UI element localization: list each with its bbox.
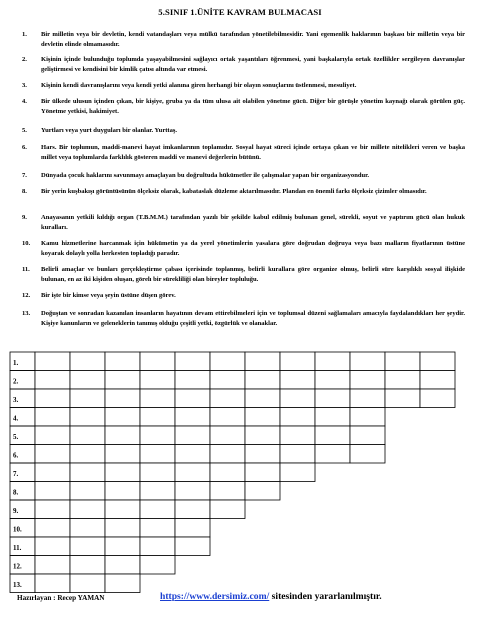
row-label: 8. bbox=[13, 488, 19, 497]
clue-text: Doğuştan ve sonradan kazanılan insanların hayatının devam ettirebilmeleri için ve toplumsal düzeni sağlamaları amacıyla faydalandıkları her şeydir. Kişiye kanunların ve geleneklerin tanımış olduğu çeşitli yetki, özgürlük ve olanaklar. bbox=[41, 310, 465, 327]
answer-cell[interactable] bbox=[350, 352, 385, 371]
answer-cell[interactable] bbox=[70, 408, 105, 427]
answer-cell[interactable] bbox=[70, 426, 105, 445]
row-label: 12. bbox=[13, 562, 22, 571]
clue-text: Dünyada çocuk haklarını savunmayı amaçlayan bu doğrultuda hükümetler ile çalışmalar yapan bir organizasyondur. bbox=[41, 172, 370, 179]
answer-cell[interactable] bbox=[35, 574, 70, 593]
answer-cell[interactable] bbox=[70, 463, 105, 482]
row-label: 11. bbox=[13, 544, 22, 552]
answer-cell[interactable] bbox=[70, 537, 105, 556]
clue-text: Bir yerin kuşbakışı görüntüsünün ölçeksiz olarak, kabataslak düzleme aktarılmasıdır. Plandan en önemli farkı ölçeksiz çizimler olmasıdır. bbox=[41, 188, 427, 195]
clue-number: 2. bbox=[22, 56, 27, 63]
answer-cell[interactable] bbox=[350, 426, 385, 445]
answer-cell[interactable] bbox=[140, 463, 175, 482]
author-credit: Hazırlayan : Recep YAMAN bbox=[17, 594, 105, 602]
answer-cell[interactable] bbox=[175, 426, 210, 445]
answer-cell[interactable] bbox=[315, 408, 350, 427]
answer-cell[interactable] bbox=[105, 574, 140, 593]
answer-cell[interactable] bbox=[210, 482, 245, 501]
clue-text: Hars. Bir toplumun, maddi-manevi hayat imkanlarının toplamıdır. Sosyal hayat süreci içinde ortaya çıkan ve bir millete nitelikleri veren ve başka millet veya toplumlarda farklılık gösteren maddi ve manevi değerlerin bütünü. bbox=[41, 144, 465, 161]
answer-cell[interactable] bbox=[280, 352, 315, 371]
answer-cell[interactable] bbox=[140, 500, 175, 519]
answer-cell[interactable] bbox=[140, 482, 175, 501]
clue-text: Kişinin kendi davranışlarını veya kendi yetki alanına giren herhangi bir olayın sonuçlarını üstlenmesi, mesuliyet. bbox=[41, 82, 357, 89]
answer-cell[interactable] bbox=[385, 352, 420, 371]
answer-cell[interactable] bbox=[105, 426, 140, 445]
row-label: 4. bbox=[13, 414, 19, 423]
clue-text: Bir milletin veya bir devletin, kendi vatandaşları veya mülkü tarafından yönetilebilmesidir. Yani egemenlik haklarının başkası bir milletin veya bir devletin elinde olmamasıdır. bbox=[41, 31, 465, 48]
answer-cell[interactable] bbox=[35, 445, 70, 464]
answer-cell[interactable] bbox=[105, 556, 140, 575]
answer-cell[interactable] bbox=[35, 352, 70, 371]
answer-cell[interactable] bbox=[175, 445, 210, 464]
answer-cell[interactable] bbox=[35, 371, 70, 390]
answer-cell[interactable] bbox=[280, 408, 315, 427]
row-label: 3. bbox=[13, 396, 19, 404]
answer-cell[interactable] bbox=[210, 352, 245, 371]
answer-cell[interactable] bbox=[35, 426, 70, 445]
answer-cell[interactable] bbox=[140, 519, 175, 538]
answer-cell[interactable] bbox=[105, 482, 140, 501]
answer-cell[interactable] bbox=[245, 408, 280, 427]
answer-cell[interactable] bbox=[140, 426, 175, 445]
answer-cell[interactable] bbox=[175, 482, 210, 501]
answer-cell[interactable] bbox=[175, 371, 210, 390]
answer-cell[interactable] bbox=[35, 500, 70, 519]
answer-cell[interactable] bbox=[175, 352, 210, 371]
answer-cell[interactable] bbox=[35, 463, 70, 482]
answer-cell[interactable] bbox=[140, 371, 175, 390]
answer-cell[interactable] bbox=[245, 463, 280, 482]
clue-number: 8. bbox=[22, 188, 27, 195]
row-label: 13. bbox=[13, 581, 22, 589]
clue-number: 3. bbox=[22, 82, 27, 89]
answer-cell[interactable] bbox=[70, 482, 105, 501]
clue-number: 4. bbox=[22, 98, 27, 105]
clue-number: 6. bbox=[22, 144, 27, 151]
answer-cell[interactable] bbox=[105, 537, 140, 556]
answer-cell[interactable] bbox=[245, 352, 280, 371]
row-label: 9. bbox=[13, 507, 19, 515]
answer-cell[interactable] bbox=[280, 463, 315, 482]
answer-cell[interactable] bbox=[175, 408, 210, 427]
answer-cell[interactable] bbox=[245, 371, 280, 390]
answer-cell[interactable] bbox=[280, 426, 315, 445]
clue-number: 7. bbox=[22, 172, 27, 179]
answer-cell[interactable] bbox=[140, 556, 175, 575]
answer-cell[interactable] bbox=[70, 371, 105, 390]
answer-cell[interactable] bbox=[385, 371, 420, 390]
clue-text: Anayasanın yetkili kıldığı organ (T.B.M.M.) tarafından yazılı bir şekilde kabul edilmiş bulunan genel, sürekli, soyut ve yaptırım gücü olan hukuk kuralları. bbox=[41, 214, 465, 231]
answer-cell[interactable] bbox=[140, 537, 175, 556]
clue-text: Kişinin içinde bulunduğu toplumda yaşayabilmesini sağlayıcı ortak yaşantıları öğrenmesi, yani başkalarıyla ortak özellikler sergileyen davranışlar geliştirmesi ve kendisini bir kimlik çatısı altında var etmesi. bbox=[41, 56, 465, 73]
answer-cell[interactable] bbox=[35, 556, 70, 575]
answer-cell[interactable] bbox=[350, 389, 385, 408]
answer-cell[interactable] bbox=[350, 408, 385, 427]
answer-cell[interactable] bbox=[35, 389, 70, 408]
answer-cell[interactable] bbox=[210, 500, 245, 519]
answer-cell[interactable] bbox=[175, 389, 210, 408]
source-suffix: sitesinden yararlanılmıştır. bbox=[269, 591, 382, 602]
clue-number: 12. bbox=[22, 292, 31, 299]
answer-cell[interactable] bbox=[280, 371, 315, 390]
answer-cell[interactable] bbox=[210, 408, 245, 427]
row-label: 6. bbox=[13, 451, 19, 460]
clue-number: 9. bbox=[22, 214, 27, 221]
row-label: 2. bbox=[13, 377, 19, 386]
answer-cell[interactable] bbox=[245, 482, 280, 501]
row-label: 5. bbox=[13, 433, 19, 441]
answer-cell[interactable] bbox=[210, 389, 245, 408]
answer-cell[interactable] bbox=[315, 371, 350, 390]
row-label: 1. bbox=[13, 359, 19, 367]
answer-cell[interactable] bbox=[105, 389, 140, 408]
clue-text: Yurtları veya yurt duyguları bir olanlar. Yurttaş. bbox=[41, 127, 178, 134]
answer-cell[interactable] bbox=[420, 352, 455, 371]
answer-cell[interactable] bbox=[105, 445, 140, 464]
answer-cell[interactable] bbox=[70, 500, 105, 519]
answer-cell[interactable] bbox=[35, 482, 70, 501]
row-label: 10. bbox=[13, 525, 22, 534]
answer-cell[interactable] bbox=[70, 519, 105, 538]
answer-cell[interactable] bbox=[210, 426, 245, 445]
answer-cell[interactable] bbox=[315, 352, 350, 371]
answer-cell[interactable] bbox=[35, 537, 70, 556]
answer-cell[interactable] bbox=[105, 463, 140, 482]
answer-cell[interactable] bbox=[175, 519, 210, 538]
clue-text: Bir işte bir kimse veya şeyin üstüne düşen görev. bbox=[41, 292, 176, 299]
answer-cell[interactable] bbox=[70, 574, 105, 593]
answer-cell[interactable] bbox=[35, 519, 70, 538]
answer-cell[interactable] bbox=[315, 426, 350, 445]
answer-cell[interactable] bbox=[210, 463, 245, 482]
clue-text: Bir ülkede ulusun içinden çıkan, bir kişiye, gruba ya da tüm ulusa ait olabilen yönetme gücü. Diğer bir görüşle yönetim kaynağı olarak görülen güç. Yönetme yetkisi, hakimiyet. bbox=[41, 98, 465, 115]
answer-cell[interactable] bbox=[140, 445, 175, 464]
answer-cell[interactable] bbox=[70, 556, 105, 575]
answer-cell[interactable] bbox=[175, 537, 210, 556]
answer-cell[interactable] bbox=[140, 389, 175, 408]
answer-cell[interactable] bbox=[210, 371, 245, 390]
answer-cell[interactable] bbox=[175, 500, 210, 519]
clue-number: 5. bbox=[22, 127, 27, 134]
source-link[interactable]: https://www.dersimiz.com/ bbox=[160, 591, 270, 602]
source-credit bbox=[160, 591, 382, 602]
answer-cell[interactable] bbox=[140, 352, 175, 371]
answer-cell[interactable] bbox=[245, 445, 280, 464]
answer-cell[interactable] bbox=[245, 389, 280, 408]
answer-cell[interactable] bbox=[350, 445, 385, 464]
answer-cell[interactable] bbox=[420, 389, 455, 408]
answer-cell[interactable] bbox=[105, 352, 140, 371]
clue-number: 11. bbox=[22, 266, 30, 273]
answer-cell[interactable] bbox=[315, 445, 350, 464]
answer-cell[interactable] bbox=[70, 352, 105, 371]
clue-text: Kamu hizmetlerine harcanmak için hükümetin ya da yerel yönetimlerin yasalara göre doğrudan doğruya veya bazı malların fiyatlarının üstüne koyarak dolaylı yolla herkesten topladığı paradır. bbox=[41, 240, 465, 257]
clue-number: 13. bbox=[22, 310, 31, 317]
answer-cell[interactable] bbox=[105, 371, 140, 390]
answer-cell[interactable] bbox=[140, 408, 175, 427]
answer-cell[interactable] bbox=[175, 463, 210, 482]
answer-cell[interactable] bbox=[105, 519, 140, 538]
answer-cell[interactable] bbox=[385, 389, 420, 408]
clue-number: 10. bbox=[22, 240, 31, 247]
page-title: 5.SINIF 1.ÜNİTE KAVRAM BULMACASI bbox=[158, 7, 322, 17]
answer-cell[interactable] bbox=[315, 389, 350, 408]
answer-cell[interactable] bbox=[210, 445, 245, 464]
answer-cell[interactable] bbox=[280, 445, 315, 464]
clue-text: Belirli amaçlar ve bunları gerçekleştirme çabası içerisinde toplanmış, belirli kurallara göre organize olmuş, belirli süre karşılıklı sosyal ilişkide bulunan, en az iki kişiden oluşan, görelı bir sürekliliği olan bireyler topluluğu. bbox=[41, 266, 465, 283]
answer-cell[interactable] bbox=[105, 408, 140, 427]
answer-cell[interactable] bbox=[245, 426, 280, 445]
clue-number: 1. bbox=[22, 31, 27, 38]
answer-cell[interactable] bbox=[70, 389, 105, 408]
row-label: 7. bbox=[13, 470, 19, 478]
answer-cell[interactable] bbox=[70, 445, 105, 464]
answer-cell[interactable] bbox=[350, 371, 385, 390]
answer-cell[interactable] bbox=[105, 500, 140, 519]
answer-cell[interactable] bbox=[280, 389, 315, 408]
answer-cell[interactable] bbox=[420, 371, 455, 390]
answer-cell[interactable] bbox=[35, 408, 70, 427]
